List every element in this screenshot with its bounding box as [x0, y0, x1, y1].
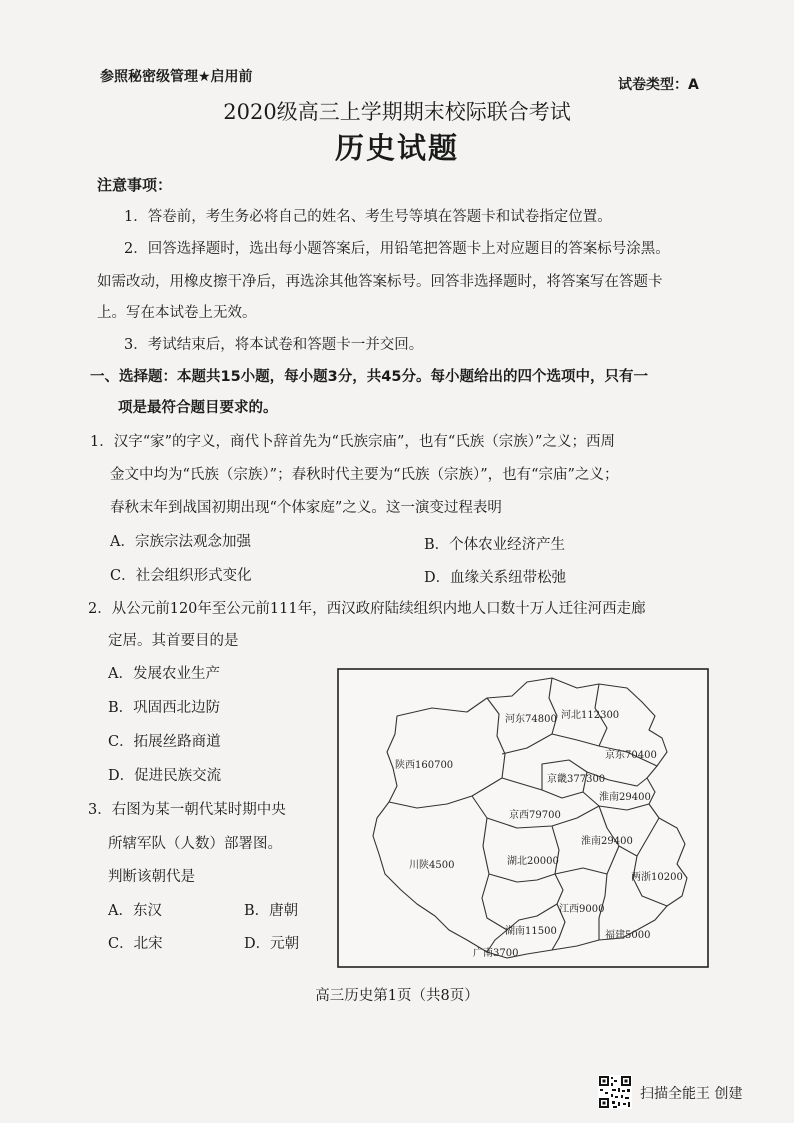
- section-1-instruction-line-1: 一、选择题：本题共15小题，每小题3分，共45分。每小题给出的四个选项中，只有一: [90, 369, 648, 385]
- subject-title: 历史试题: [334, 131, 459, 165]
- notice-item-2-line-2: 如需改动，用橡皮擦干净后，再选涂其他答案标号。回答非选择题时，将答案写在答题卡: [97, 274, 663, 290]
- map-label-liangzhe: 两浙10200: [631, 872, 683, 883]
- map-label-chuanshan: 川陕4500: [409, 860, 455, 871]
- page-footer: 高三历史第1页（共8页）: [315, 988, 479, 1004]
- map-label-jingxi: 京西79700: [509, 810, 561, 821]
- q1-stem-line-3: 春秋末年到战国初期出现“个体家庭”之义。这一演变过程表明: [110, 500, 502, 516]
- q1-stem-line-2: 金文中均为“氏族（宗族）”；春秋时代主要为“氏族（宗族）”，也有“宗庙”之义；: [110, 467, 619, 483]
- q1-option-c: C．社会组织形式变化: [110, 568, 252, 584]
- camscanner-watermark: 扫描全能王 创建: [640, 1086, 743, 1102]
- q1-stem-line-1: 1．汉字“家”的字义，商代卜辞首先为“氏族宗庙”，也有“氏族（宗族）”之义；西周: [90, 434, 615, 450]
- map-label-hedong: 河东74800: [505, 714, 557, 725]
- map-label-hubei: 湖北20000: [507, 856, 559, 867]
- q3-stem-line-2: 所辖军队（人数）部署图。: [108, 836, 282, 852]
- notice-item-2-line-1: 2．回答选择题时，选出每小题答案后，用铅笔把答题卡上对应题目的答案标号涂黑。: [124, 241, 670, 257]
- map-label-huainan: 淮南29400: [581, 836, 633, 847]
- map-label-jingji: 京畿377300: [547, 774, 606, 785]
- q3-option-b: B．唐朝: [244, 903, 299, 919]
- map-label-jingdong: 京东70400: [605, 750, 657, 761]
- q1-option-b: B．个体农业经济产生: [424, 537, 566, 553]
- q2-stem-line-1: 2．从公元前120年至公元前111年，西汉政府陆续组织内地人口数十万人迁往河西走廊: [88, 601, 646, 617]
- notice-item-1: 1．答卷前，考生务必将自己的姓名、考生号等填在答题卡和试卷指定位置。: [124, 209, 612, 225]
- map-label-jiangxi: 江西9000: [559, 904, 605, 915]
- notice-item-2-line-3: 上。写在本试卷上无效。: [97, 305, 257, 321]
- map-label-hebei: 河北112300: [561, 710, 620, 721]
- confidential-label: 参照秘密级管理★启用前: [100, 69, 253, 85]
- map-label-hunan: 湖南11500: [505, 926, 557, 937]
- map-label-guangnan: 广南3700: [473, 948, 519, 959]
- notice-heading: 注意事项：: [97, 176, 173, 194]
- q2-option-b: B．巩固西北边防: [108, 700, 221, 716]
- q2-option-d: D．促进民族交流: [108, 768, 222, 784]
- q2-option-a: A．发展农业生产: [108, 666, 220, 682]
- map-label-fujian: 福建5000: [605, 930, 651, 941]
- army-deployment-map: [337, 668, 709, 968]
- q3-option-d: D．元朝: [244, 936, 300, 952]
- exam-title: 2020级高三上学期期末校际联合考试: [223, 100, 571, 124]
- q1-option-d: D．血缘关系纽带松弛: [424, 570, 567, 586]
- qr-code-icon: [598, 1075, 632, 1109]
- notice-item-3: 3．考试结束后，将本试卷和答题卡一并交回。: [124, 337, 424, 353]
- q3-stem-line-1: 3．右图为某一朝代某时期中央: [88, 802, 286, 818]
- paper-type-label: 试卷类型：A: [618, 77, 699, 93]
- section-1-instruction-line-2: 项是最符合题目要求的。: [118, 400, 278, 416]
- q1-option-a: A．宗族宗法观念加强: [110, 534, 251, 550]
- map-label-shaanxi: 陕西160700: [395, 760, 454, 771]
- q3-option-a: A．东汉: [108, 903, 162, 919]
- q2-stem-line-2: 定居。其首要目的是: [108, 633, 239, 649]
- q2-option-c: C．拓展丝路商道: [108, 734, 221, 750]
- q3-stem-line-3: 判断该朝代是: [108, 869, 195, 885]
- map-label-huainan-north: 淮南29400: [599, 792, 651, 803]
- q3-option-c: C．北宋: [108, 936, 163, 952]
